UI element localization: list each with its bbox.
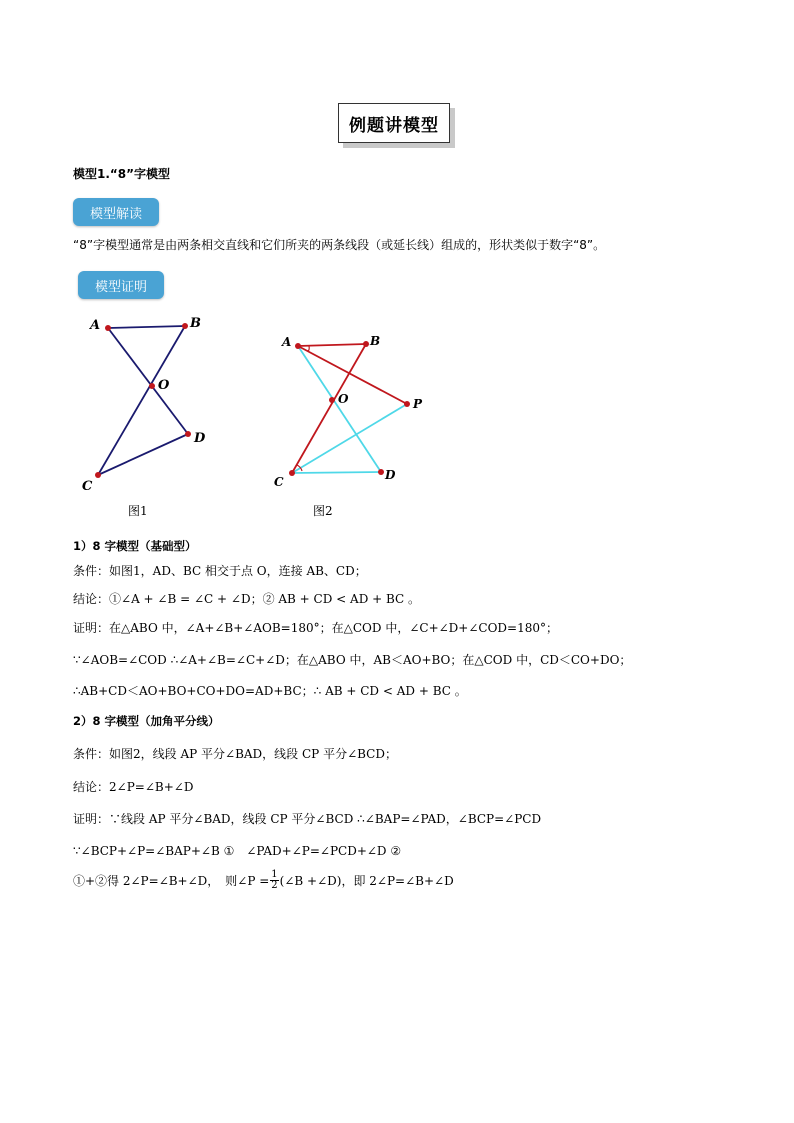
point-D	[378, 469, 384, 475]
part1-conclusion	[73, 590, 420, 607]
part1-heading: 1）8 字模型（基础型）	[73, 539, 197, 553]
part1-proof-line-3: ∴AB+CD＜AO+BO+CO+DO=AD+BC；∴ AB + CD < AD + BC 。	[73, 684, 467, 698]
part2-proof-text-3b: (∠B +∠D)，即 2∠P=∠B+∠D	[279, 874, 454, 888]
part2-heading: 2）8 字模型（加角平分线）	[73, 714, 220, 728]
part1-proof-text-1: 在△ABO 中，∠A+∠B+∠AOB=180°；在△COD 中，∠C+∠D+∠COD=180°；	[109, 621, 559, 635]
segment-AD	[298, 346, 381, 472]
part2-condition	[73, 745, 397, 762]
label-P: P	[413, 397, 423, 411]
label-B: B	[190, 316, 201, 331]
point-B	[182, 323, 188, 329]
figure-2	[270, 325, 430, 495]
segment-AP	[298, 346, 407, 404]
part2-proof-line-3	[73, 870, 454, 891]
figure-1	[70, 305, 240, 505]
label-D: D	[194, 431, 206, 446]
part2-proof-text-3a: ①+②得 2∠P=∠B+∠D， 则∠P =	[73, 874, 270, 888]
figure-1-lines	[98, 326, 188, 475]
part1-proof-line-2: ∵∠AOB=∠COD ∴∠A+∠B=∠C+∠D；在△ABO 中，AB＜AO+BO；在△COD 中，CD＜CO+DO；	[73, 653, 632, 667]
label-D: D	[385, 468, 396, 482]
segment-CD	[98, 434, 188, 475]
part1-proof-line-1	[73, 619, 558, 636]
part2-conclusion-text: 2∠P=∠B+∠D	[109, 780, 194, 794]
part2-condition-label: 条件：	[73, 747, 110, 761]
point-O	[329, 397, 335, 403]
section-label-explain: 模型解读	[73, 198, 159, 226]
point-A	[105, 325, 111, 331]
model-description: “8”字模型通常是由两条相交直线和它们所夹的两条线段（或延长线）组成的，形状类似于数字“8”。	[73, 238, 606, 252]
part2-proof-label: 证明：	[73, 812, 110, 826]
label-A: A	[90, 318, 101, 333]
point-A	[295, 343, 301, 349]
label-A: A	[282, 335, 292, 349]
page-title: 例题讲模型	[349, 115, 439, 136]
fraction-one-half	[270, 870, 278, 891]
point-B	[363, 341, 369, 347]
part1-conclusion-text: ①∠A + ∠B = ∠C + ∠D；② AB + CD < AD + BC 。	[109, 592, 421, 606]
point-P	[404, 401, 410, 407]
point-C	[95, 472, 101, 478]
point-C	[289, 470, 295, 476]
segment-CP	[292, 404, 407, 473]
point-O	[149, 383, 155, 389]
figure-2-caption: 图2	[313, 504, 333, 518]
part2-condition-text: 如图2，线段 AP 平分∠BAD，线段 CP 平分∠BCD；	[109, 747, 397, 761]
part1-conclusion-label: 结论：	[73, 592, 110, 606]
part2-proof-line-2: ∵∠BCP+∠P=∠BAP+∠B ① ∠PAD+∠P=∠PCD+∠D ②	[73, 844, 402, 858]
fraction-numerator: 1	[271, 869, 278, 880]
label-C: C	[82, 479, 93, 494]
page-title-box	[338, 103, 450, 143]
part1-condition-label: 条件：	[73, 564, 110, 578]
label-O: O	[158, 378, 170, 393]
point-D	[185, 431, 191, 437]
part2-conclusion-label: 结论：	[73, 780, 110, 794]
part2-proof-text-1: ∵线段 AP 平分∠BAD，线段 CP 平分∠BCD ∴∠BAP=∠PAD，∠BCP=∠PCD	[109, 812, 542, 826]
part1-condition-text: 如图1，AD、BC 相交于点 O，连接 AB、CD；	[109, 564, 367, 578]
segment-AB	[298, 344, 366, 346]
segment-CD	[292, 472, 381, 473]
label-O: O	[338, 392, 349, 406]
part2-conclusion	[73, 778, 193, 795]
label-B: B	[370, 334, 381, 348]
part1-condition	[73, 562, 367, 579]
figure-1-caption: 图1	[128, 504, 148, 518]
segment-AD	[108, 328, 188, 434]
part1-proof-label: 证明：	[73, 621, 110, 635]
segment-BC	[98, 326, 185, 475]
segment-AB	[108, 326, 185, 328]
model-heading: 模型1.“8”字模型	[73, 167, 171, 181]
part2-proof-line-1	[73, 810, 541, 827]
fraction-denominator: 2	[271, 880, 278, 891]
label-C: C	[274, 475, 284, 489]
section-label-proof: 模型证明	[78, 271, 164, 299]
